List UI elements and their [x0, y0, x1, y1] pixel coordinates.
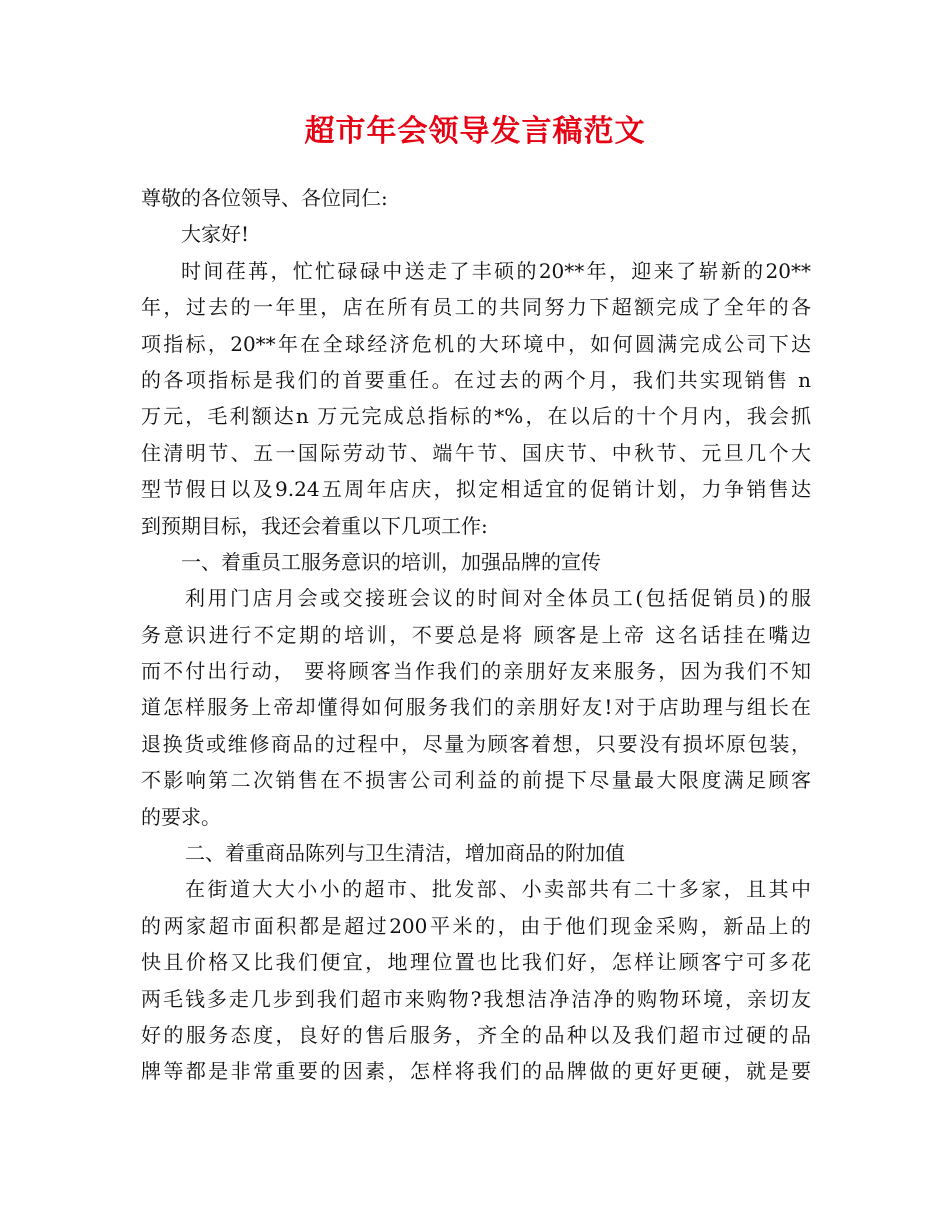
paragraph-line: 快且价格又比我们便宜，地理位置也比我们好，怎样让顾客宁可多花	[141, 950, 811, 975]
section-heading-1: 一、着重员工服务意识的培训，加强品牌的宣传	[181, 549, 601, 574]
paragraph-line: 在街道大大小小的超市、批发部、小卖部共有二十多家，且其中	[185, 877, 811, 902]
paragraph-line: 的要求。	[141, 804, 221, 829]
paragraph-line: 两毛钱多走几步到我们超市来购物?我想洁净洁净的购物环境，亲切友	[141, 986, 811, 1011]
paragraph-line: 牌等都是非常重要的因素，怎样将我们的品牌做的更好更硬，就是要	[141, 1059, 811, 1084]
paragraph-line: 年，过去的一年里，店在所有员工的共同努力下超额完成了全年的各	[141, 295, 811, 320]
paragraph-line: 退换货或维修商品的过程中，尽量为顾客着想，只要没有损坏原包装，	[141, 731, 811, 756]
document-body	[141, 180, 811, 1090]
paragraph-line: 的各项指标是我们的首要重任。在过去的两个月，我们共实现销售 n	[141, 367, 811, 392]
paragraph-line: 型节假日以及9.24五周年店庆，拟定相适宜的促销计划，力争销售达	[141, 477, 811, 502]
paragraph-line: 项指标，20**年在全球经济危机的大环境中，如何圆满完成公司下达	[141, 331, 811, 356]
paragraph-line: 道怎样服务上帝却懂得如何服务我们的亲朋好友!对于店助理与组长在	[141, 695, 811, 720]
paragraph-line: 利用门店月会或交接班会议的时间对全体员工(包括促销员)的服	[185, 586, 811, 611]
salutation: 尊敬的各位领导、各位同仁:	[141, 186, 388, 210]
paragraph-line: 住清明节、五一国际劳动节、端午节、国庆节、中秋节、元旦几个大	[141, 440, 811, 465]
paragraph-line: 不影响第二次销售在不损害公司利益的前提下尽量最大限度满足顾客	[141, 768, 811, 793]
paragraph-line: 的两家超市面积都是超过200平米的，由于他们现金采购，新品上的	[141, 913, 811, 938]
paragraph-line: 万元，毛利额达n 万元完成总指标的*%，在以后的十个月内，我会抓	[141, 404, 811, 429]
paragraph-line: 时间荏苒，忙忙碌碌中送走了丰硕的20**年，迎来了崭新的20**	[181, 258, 811, 283]
document-title: 超市年会领导发言稿范文	[304, 114, 646, 149]
paragraph-line: 到预期目标，我还会着重以下几项工作:	[141, 513, 488, 538]
greeting: 大家好!	[181, 222, 250, 247]
paragraph-line: 好的服务态度，良好的售后服务，齐全的品种以及我们超市过硬的品	[141, 1022, 811, 1047]
paragraph-line: 务意识进行不定期的培训，不要总是将 顾客是上帝 这名话挂在嘴边	[141, 622, 811, 647]
paragraph-line: 而不付出行动， 要将顾客当作我们的亲朋好友来服务，因为我们不知	[141, 659, 811, 684]
section-heading-2: 二、着重商品陈列与卫生清洁，增加商品的附加值	[185, 841, 625, 866]
